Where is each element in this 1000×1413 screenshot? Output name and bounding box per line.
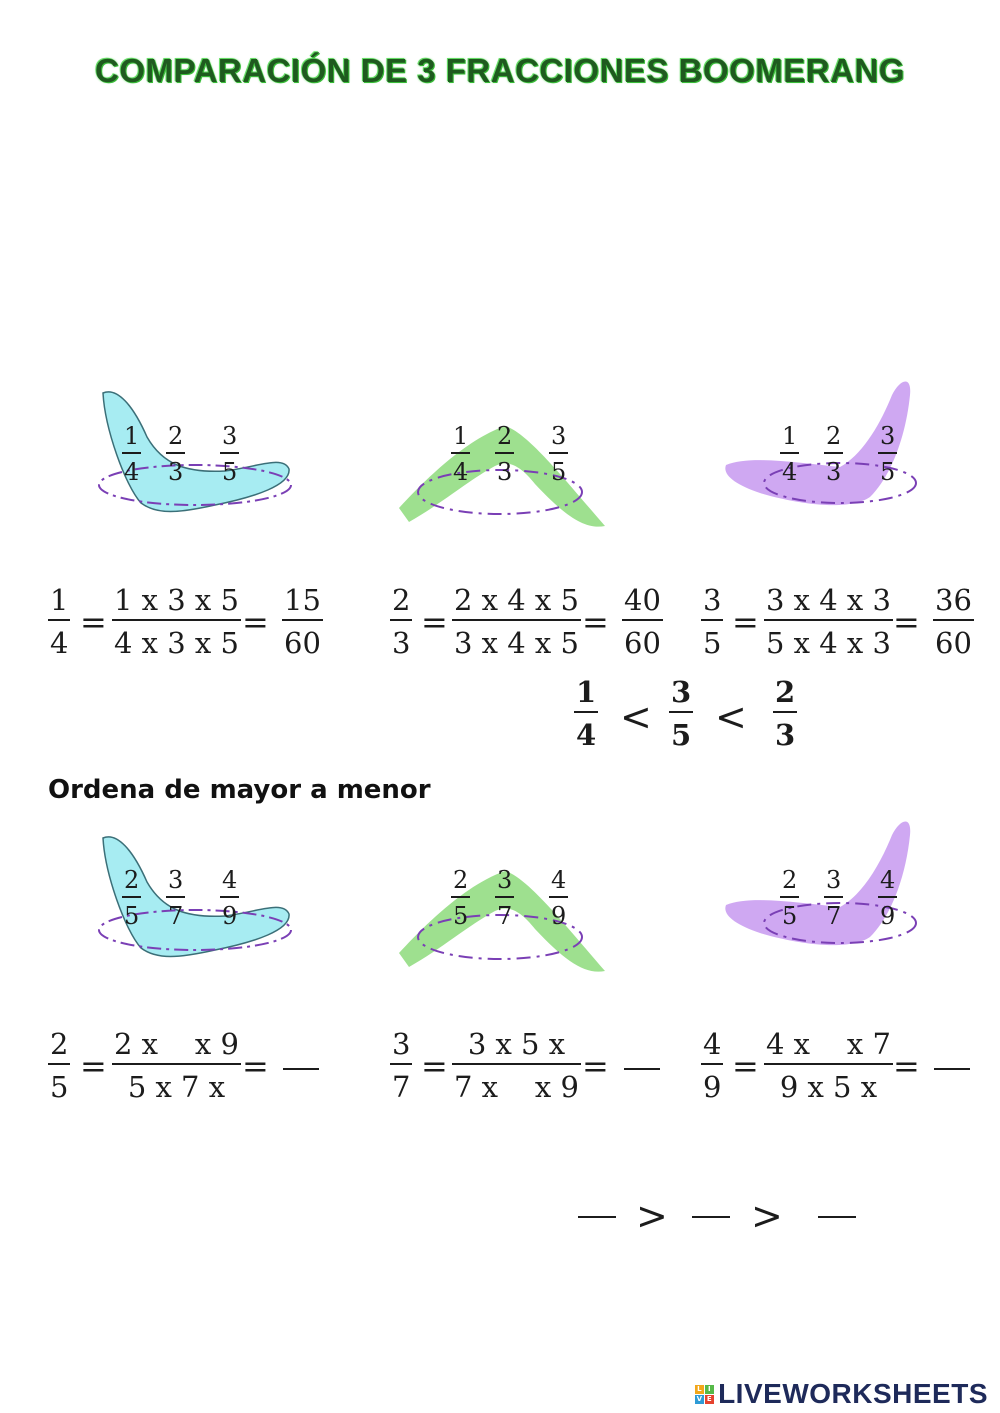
equation-product-fraction: 2 x 4 x 5 3 x 4 x 5 <box>454 583 579 660</box>
order-fraction: 3 5 <box>671 675 692 752</box>
boomerang-fraction: 2 5 <box>782 866 798 930</box>
order-blank[interactable] <box>692 1216 730 1218</box>
answer-blank[interactable] <box>624 1068 660 1070</box>
boomerang-fraction: 3 7 <box>497 866 513 930</box>
boomerang-fraction: 4 9 <box>880 866 896 930</box>
equals-sign: = <box>893 1047 920 1085</box>
equation-product-fraction: 1 x 3 x 5 4 x 3 x 5 <box>114 583 239 660</box>
equation-product-fraction: 2 x x 9 5 x 7 x <box>114 1027 239 1104</box>
equation-left-fraction: 3 7 <box>392 1027 411 1104</box>
equals-sign: = <box>242 1047 269 1085</box>
instruction-text: Ordena de mayor a menor <box>48 775 431 805</box>
boomerang-fraction: 2 5 <box>453 866 469 930</box>
boomerang-fraction: 1 4 <box>124 422 140 486</box>
equals-sign: = <box>582 603 609 641</box>
equals-sign: = <box>732 603 759 641</box>
boomerang-fraction: 2 3 <box>826 422 842 486</box>
boomerang-fraction: 3 5 <box>551 422 567 486</box>
answer-blank[interactable] <box>934 1068 970 1070</box>
equals-sign: = <box>242 603 269 641</box>
boomerang-fraction: 1 4 <box>453 422 469 486</box>
equals-sign: = <box>582 1047 609 1085</box>
less-than-sign: < <box>715 695 747 739</box>
equation-product-fraction: 4 x x 7 9 x 5 x <box>766 1027 891 1104</box>
equation-result-fraction: 40 60 <box>624 583 661 660</box>
equals-sign: = <box>893 603 920 641</box>
boomerang-fraction: 2 3 <box>497 422 513 486</box>
equation-result-fraction: 36 60 <box>935 583 972 660</box>
equation-result-fraction: 15 60 <box>284 583 321 660</box>
boomerang-fraction: 2 5 <box>124 866 140 930</box>
order-blank[interactable] <box>578 1216 616 1218</box>
equation-left-fraction: 2 3 <box>392 583 411 660</box>
greater-than-sign: > <box>751 1194 783 1238</box>
logo-icon: L I V E <box>696 1384 713 1403</box>
liveworksheets-logo <box>695 1378 988 1410</box>
equals-sign: = <box>80 603 107 641</box>
boomerang-fraction: 4 9 <box>222 866 238 930</box>
equals-sign: = <box>732 1047 759 1085</box>
boomerang-fraction: 3 7 <box>826 866 842 930</box>
boomerang-fraction: 3 5 <box>880 422 896 486</box>
answer-blank[interactable] <box>283 1068 319 1070</box>
boomerang-fraction: 3 5 <box>222 422 238 486</box>
equation-left-fraction: 1 4 <box>50 583 69 660</box>
boomerang-fraction: 4 9 <box>551 866 567 930</box>
equation-product-fraction: 3 x 4 x 3 5 x 4 x 3 <box>766 583 891 660</box>
order-fraction: 2 3 <box>775 675 796 752</box>
equals-sign: = <box>80 1047 107 1085</box>
equals-sign: = <box>421 1047 448 1085</box>
equation-product-fraction: 3 x 5 x 7 x x 9 <box>454 1027 579 1104</box>
order-fraction: 1 4 <box>576 675 597 752</box>
boomerang-fraction: 1 4 <box>782 422 798 486</box>
equation-left-fraction: 3 5 <box>703 583 722 660</box>
brand-name: LIVEWORKSHEETS <box>718 1378 988 1409</box>
equals-sign: = <box>421 603 448 641</box>
less-than-sign: < <box>620 695 652 739</box>
greater-than-sign: > <box>636 1194 668 1238</box>
equation-left-fraction: 2 5 <box>50 1027 69 1104</box>
boomerang-fraction: 2 3 <box>168 422 184 486</box>
boomerang-fraction: 3 7 <box>168 866 184 930</box>
order-blank[interactable] <box>818 1216 856 1218</box>
page-title: COMPARACIÓN DE 3 FRACCIONES BOOMERANG <box>95 52 905 89</box>
equation-left-fraction: 4 9 <box>703 1027 722 1104</box>
